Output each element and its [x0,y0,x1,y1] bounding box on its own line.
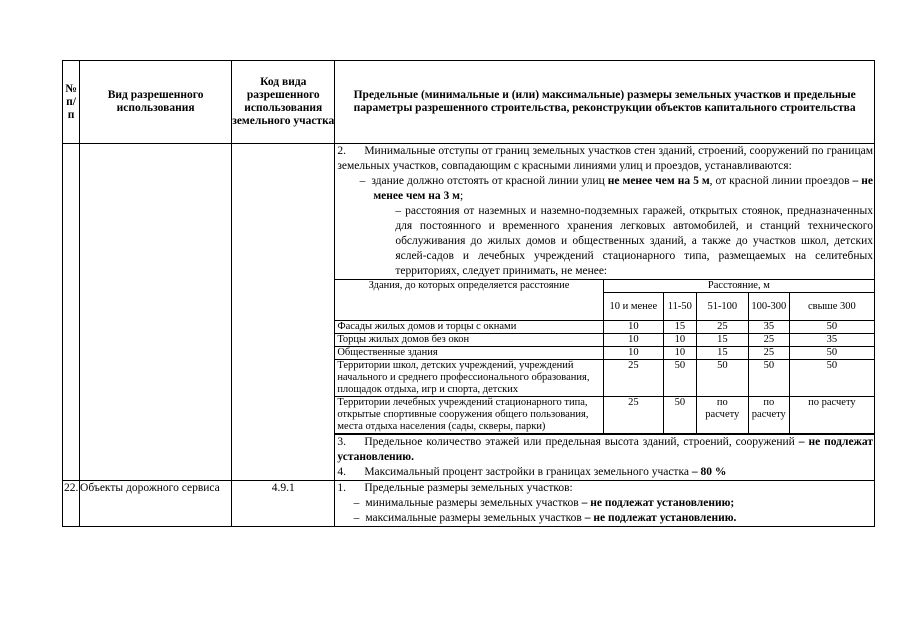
header-usage-type: Вид разрешенного использования [80,61,232,144]
table-row: Торцы жилых домов без окон 10 10 15 25 35 [335,334,874,347]
header-usage-code: Код вида разрешенного использования земельного участка [232,61,335,144]
table-row [63,144,875,481]
usage-code: 4.9.1 [232,481,335,527]
row-number: 22. [63,481,80,527]
inner-head-distance: Расстояние, м [603,280,874,293]
table-row [63,481,875,527]
bullet-min-size: – минимальные размеры земельных участков – не подлежат установлению; [353,497,735,509]
table-row: Фасады жилых домов и торцы с окнами 10 15 25 35 50 [335,321,874,334]
regulations-table [62,60,875,527]
header-parameters: Предельные (минимальные и (или) максимальные) размеры земельных участков и предельные параметры разрешенного строительства, реконструкции объектов капитального строительства [335,61,875,144]
inner-head-buildings: Здания, до которых определяется расстояние [335,280,603,321]
parameters-cell [335,481,875,527]
parameters-cell [335,144,875,481]
distance-table: Здания, до которых определяется расстояние Расстояние, м 10 и менее 11-50 51-100 100-300 свыше 300 Фасады жилых домов и торцы с окнами 10 15 25 35 50 Торцы жилых домов без окон 10 10 15 25 35 Общественные здания 10 10 15 25 50 Территории школ, детских учреждений, учреждений начального и среднего профессионального образования, площадок отдыха, игр и спорта, детских 25 50 50 50 50 Территории лечебных учреждений стационарного типа, открытые спортивные сооружения общего пользования, места отдыха населения (сады, скверы, парки) 25 50 по расчету по расчету по расчету [335,279,874,434]
document-page [62,60,875,527]
bullet-1: – здание должно отстоять от красной линии улиц не менее чем на 5 м, от красной линии проездов – не менее чем на 3 м; [359,175,874,202]
paragraph-1: 1. Предельные размеры земельных участков: [337,482,573,494]
usage-type: Объекты дорожного сервиса [80,481,232,527]
bullet-2: – расстояния от наземных и наземно-подземных гаражей, открытых стоянок, предназначенных для постоянного и временного хранения легковых автомобилей, и станций технического обслуживания до жилых домов и общественных зданий, а также до участков школ, детских яслей-садов и лечебных учреждений стационарного типа, размещаемых на селитебных территориях, следует принимать, не менее: [395,205,873,277]
table-header-row [63,61,875,144]
bullet-max-size: – максимальные размеры земельных участков – не подлежат установлению. [353,512,737,524]
paragraph-4: 4. Максимальный процент застройки в границах земельного участка – 80 % [337,466,727,478]
table-row: Территории лечебных учреждений стационарного типа, открытые спортивные сооружения общего пользования, места отдыха населения (сады, скверы, парки) 25 50 по расчету по расчету по расчету [335,397,874,434]
table-row: Территории школ, детских учреждений, учреждений начального и среднего профессионального образования, площадок отдыха, игр и спорта, детских 25 50 50 50 50 [335,360,874,397]
paragraph-3: 3. Предельное количество этажей или предельная высота зданий, строений, сооружений – не подлежат установлению. [337,436,873,463]
table-row: Общественные здания 10 10 15 25 50 [335,347,874,360]
header-num: № п/п [63,61,80,144]
paragraph-2: 2. Минимальные отступы от границ земельных участков стен зданий, строений, сооружений по границам земельных участков, совпадающим с красными линиями улиц и проездов, устанавливаются: [337,145,873,172]
